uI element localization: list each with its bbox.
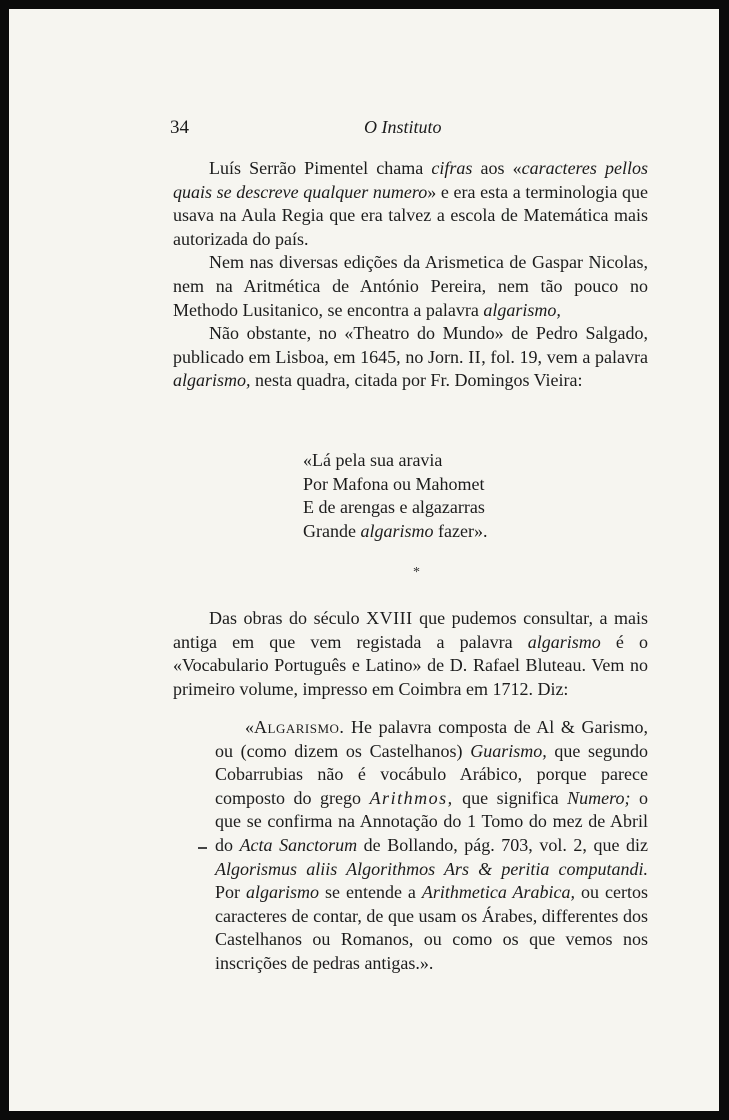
running-title: O Instituto [364, 117, 442, 137]
running-head [9, 117, 719, 141]
text-block-2 [173, 607, 648, 701]
paragraph-theatro: Não obstante, no «Theatro do Mundo» de Pedro Salgado, publicado em Lisboa, em 1645, no Jorn. II, fol. 19, vem a palavra algarismo, nesta quadra, citada por Fr. Domingos Vieira: [173, 323, 649, 391]
paragraph-arismetica: Nem nas diversas edições da Arismetica de Gaspar Nicolas, nem na Aritmética de António Pereira, nem tão pouco no Methodo Lusitanico, se encontra a palavra algarismo, [173, 252, 648, 320]
paragraph-bluteau: Das obras do século XVIII que pudemos consultar, a mais antiga em que vem registada a palavra algarismo é o «Vocabulario Português e Latino» de D. Rafael Bluteau. Vem no primeiro volume, impresso em Coimbra em 1712. Diz: [173, 608, 648, 699]
margin-mark [198, 847, 207, 849]
quoted-poem [303, 449, 487, 543]
quote-paragraph: «Algarismo. He palavra composta de Al & Garismo, ou (como dizem os Castelhanos) Guarismo, que segundo Cobarrubias não é vocábulo Arábico, porque parece composto do grego Arithmos, que significa Numero; o que se confirma na Annotação do 1 Tomo do mez de Abril do Acta Sanctorum de Bollando, pág. 703, vol. 2, que diz Algorismus aliis Algorithmos Ars & peritia computandi. Por algarismo se entende a Arithmetica Arabica, ou certos caracteres de contar, de que usam os Árabes, differentes dos Castelhanos ou Romanos, ou como os que vemos nos inscrições de pedras antigas.». [215, 717, 649, 973]
paragraph-cifras: Luís Serrão Pimentel chama cifras aos «caracteres pellos quais se descreve qualquer numero» e era esta a terminologia que usava na Aula Regia que era talvez a escola de Matemática mais autorizada do país. [173, 158, 648, 249]
section-separator: * [413, 565, 420, 580]
poem-line: Grande algarismo fazer». [303, 520, 488, 541]
page-sheet [9, 9, 719, 1111]
poem-line: «Lá pela sua aravia [303, 450, 443, 470]
dictionary-quote [215, 716, 648, 976]
poem-line: E de arengas e algazarras [303, 497, 485, 518]
poem-line: Por Mafona ou Mahomet [303, 473, 485, 494]
page-number: 34 [170, 117, 189, 138]
text-block-1 [173, 157, 648, 393]
